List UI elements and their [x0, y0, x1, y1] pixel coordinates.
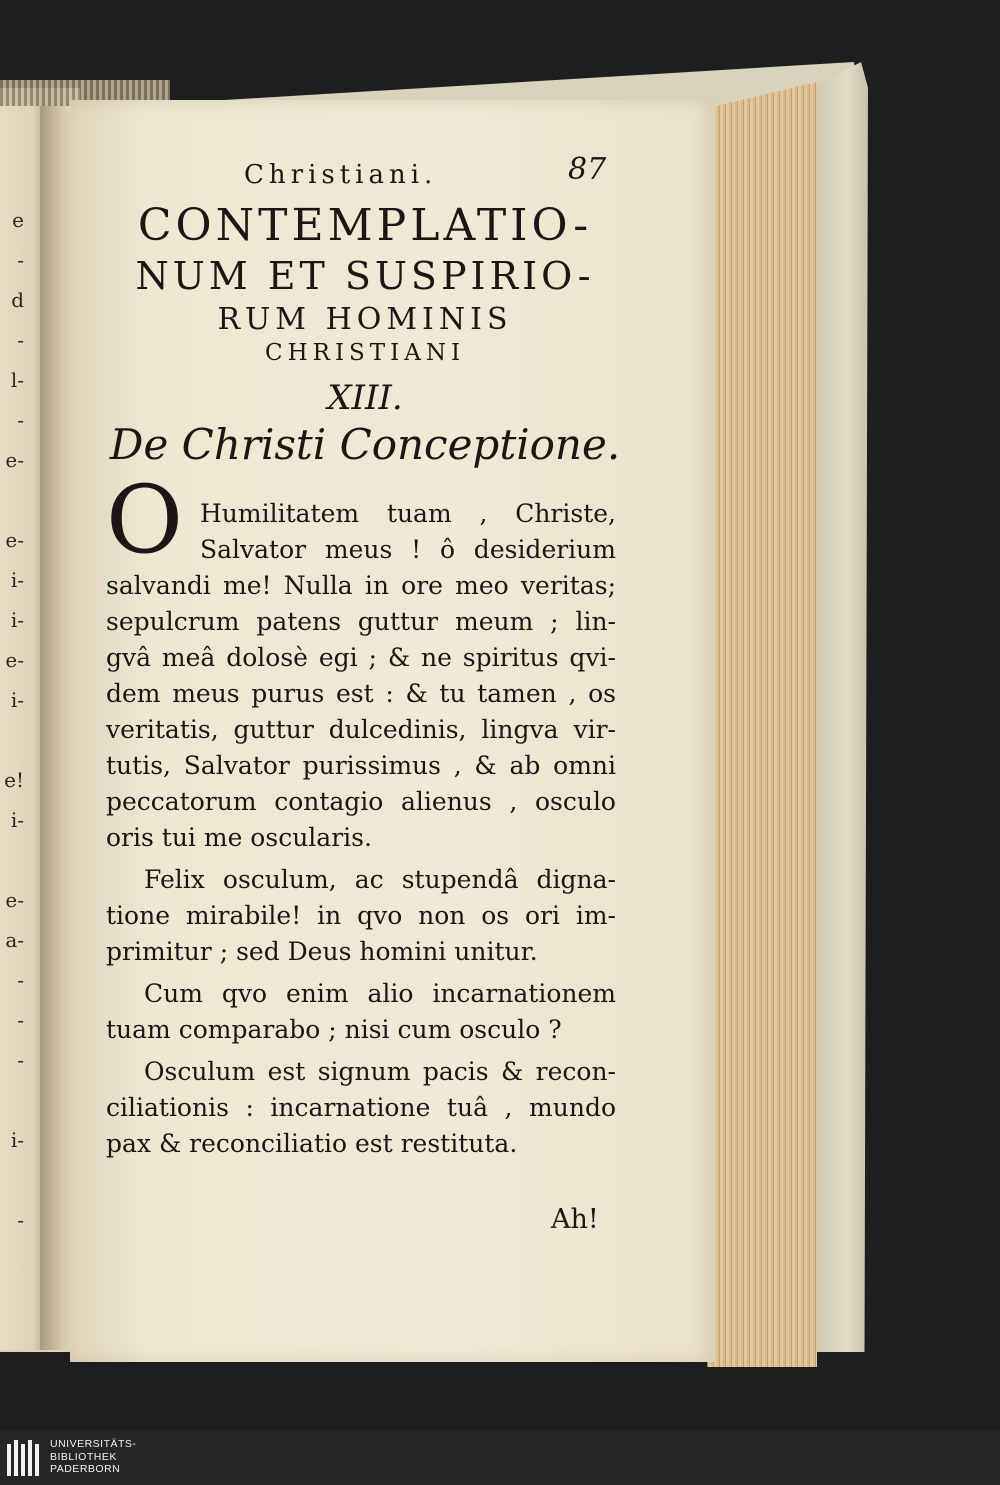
- body-line: gvâ meâ dolosè egi ; & ne spiritus qvi-: [106, 643, 616, 672]
- body-line: oris tui me oscularis.: [106, 823, 372, 852]
- left-margin-char: i-: [10, 808, 24, 832]
- left-margin-char: -: [17, 1008, 24, 1032]
- left-margin-char: [0, 1160, 24, 1200]
- body-line: tuam comparabo ; nisi cum osculo ?: [106, 1015, 562, 1044]
- section-number: XIII.: [327, 378, 403, 418]
- library-logo-icon: [6, 1438, 42, 1478]
- library-name-line: PADERBORN: [50, 1463, 121, 1475]
- left-margin-char: [0, 840, 24, 880]
- body-line: dem meus purus est : & tu tamen , os: [106, 679, 616, 708]
- left-margin-char: e-: [5, 528, 24, 552]
- left-margin-char: l-: [10, 368, 24, 392]
- body-line: ciliationis : incarnatione tuâ , mundo: [106, 1093, 616, 1122]
- title-line-2: NUM ET SUSPIRIO-: [135, 254, 595, 298]
- body-line: tutis, Salvator purissimus , & ab omni: [106, 751, 616, 780]
- left-margin-char: [0, 480, 24, 520]
- left-margin-char: -: [17, 1048, 24, 1072]
- title-line-3: RUM HOMINIS: [217, 302, 513, 337]
- section-title: De Christi Conceptione.: [109, 420, 621, 469]
- left-margin-char: d: [11, 288, 24, 312]
- left-margin-char: -: [17, 328, 24, 352]
- body-line: Cum qvo enim alio incarnationem: [144, 979, 616, 1008]
- catchword: Ah!: [551, 1204, 599, 1235]
- left-margin-char: e-: [5, 888, 24, 912]
- left-margin-char: e!: [4, 768, 24, 792]
- running-head: Christiani.: [244, 160, 438, 190]
- drop-cap: O: [106, 466, 184, 575]
- left-margin-char: -: [17, 1208, 24, 1232]
- library-name-line: BIBLIOTHEK: [50, 1450, 117, 1463]
- body-line: peccatorum contagio alienus , osculo: [106, 787, 616, 816]
- title-line-4: CHRISTIANI: [264, 340, 466, 366]
- page-number: 87: [568, 152, 607, 187]
- body-line: primitur ; sed Deus homini unitur.: [106, 937, 538, 966]
- left-margin-char: i-: [10, 688, 24, 712]
- body-line: Salvator meus ! ô desiderium: [200, 535, 616, 564]
- body-line: Felix osculum, ac stupendâ digna-: [144, 865, 616, 894]
- left-margin-char: -: [17, 968, 24, 992]
- left-margin-char: [0, 720, 24, 760]
- left-margin-char: i-: [10, 568, 24, 592]
- body-line: pax & reconciliatio est restituta.: [106, 1129, 518, 1158]
- body-line: Osculum est signum pacis & recon-: [144, 1057, 616, 1086]
- library-banner: [0, 1430, 1000, 1485]
- left-page-margin-text: [0, 200, 24, 1232]
- library-name-line: UNIVERSITÄTS-: [50, 1438, 137, 1450]
- left-margin-char: a-: [5, 928, 24, 952]
- body-line: tione mirabile! in qvo non os ori im-: [106, 901, 616, 930]
- left-margin-char: [0, 1080, 24, 1120]
- left-margin-char: e-: [5, 448, 24, 472]
- left-margin-char: e-: [5, 648, 24, 672]
- page-fore-edge: [705, 82, 817, 1367]
- left-margin-char: i-: [10, 608, 24, 632]
- library-name: [50, 1438, 136, 1476]
- body-line: sepulcrum patens guttur meum ; lin-: [106, 607, 616, 636]
- left-margin-char: e: [12, 208, 24, 232]
- left-margin-char: -: [17, 248, 24, 272]
- body-line: Humilitatem tuam , Christe,: [200, 499, 616, 528]
- title-line-1: CONTEMPLATIO-: [137, 200, 593, 251]
- left-margin-char: i-: [10, 1128, 24, 1152]
- body-line: salvandi me! Nulla in ore meo veritas;: [106, 571, 616, 600]
- left-margin-char: -: [17, 408, 24, 432]
- body-line: veritatis, guttur dulcedinis, lingva vir-: [106, 715, 616, 744]
- cover-board-edge: [812, 62, 882, 1352]
